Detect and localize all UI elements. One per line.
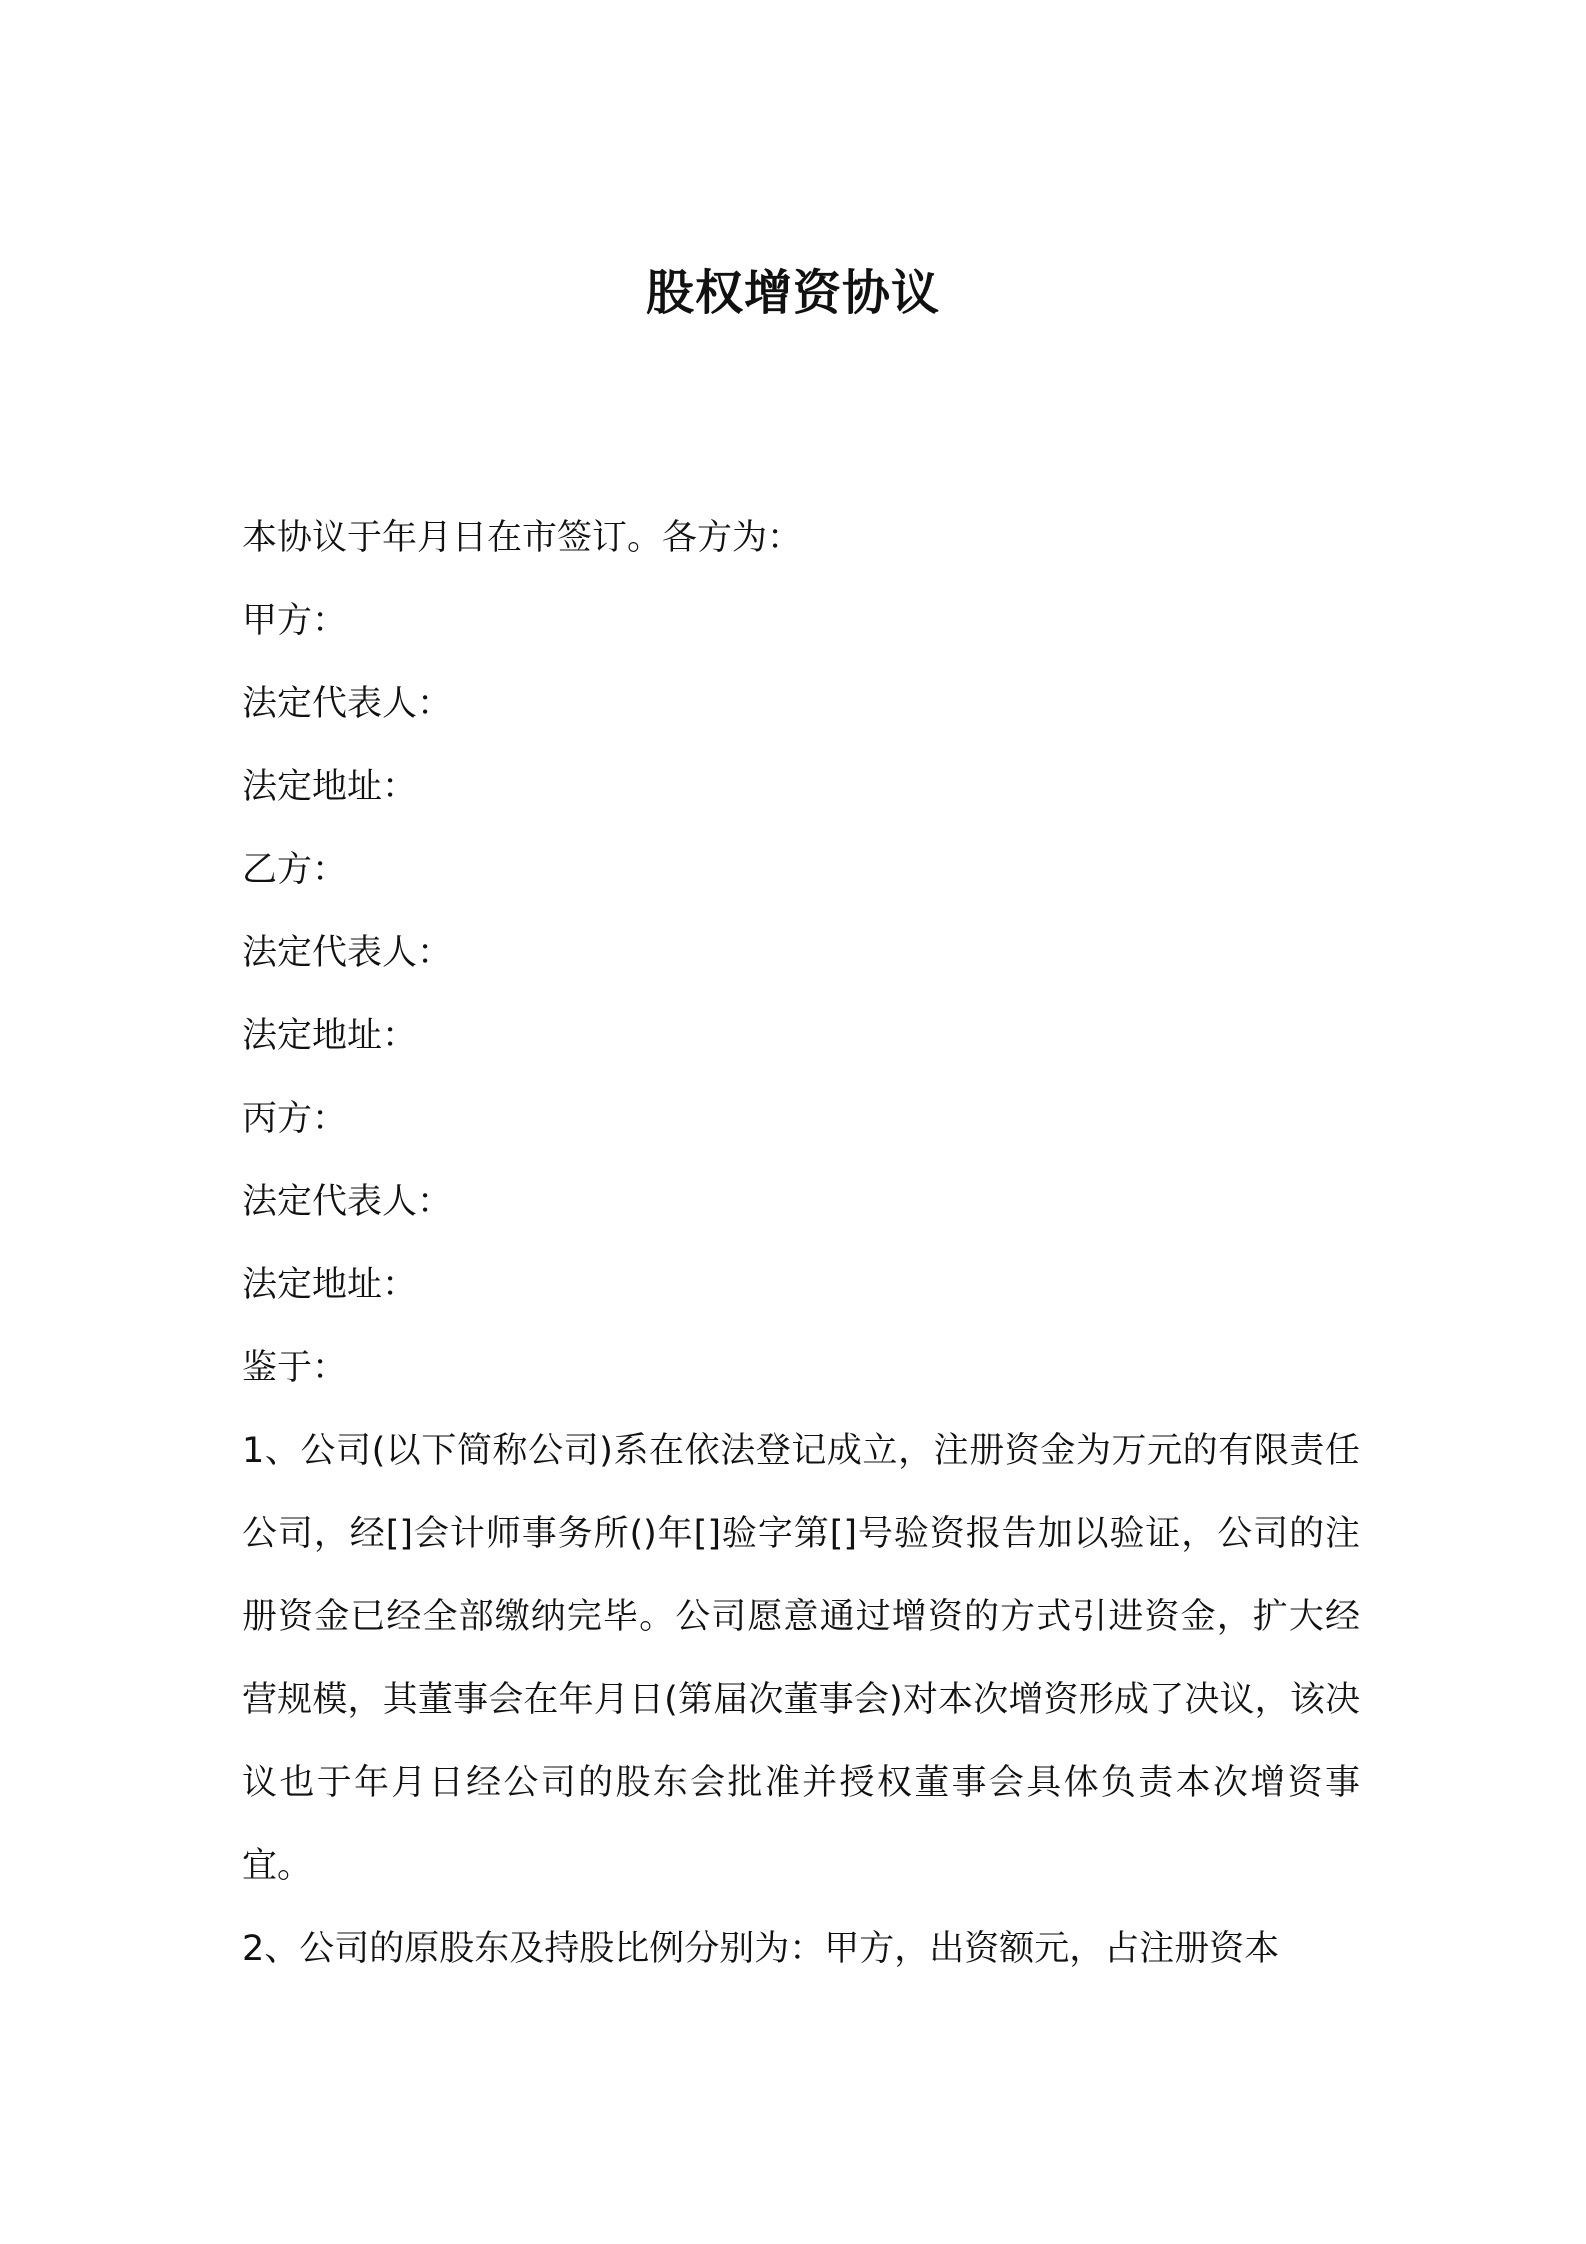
- party-a-representative: 法定代表人：: [242, 684, 453, 724]
- document-title: 股权增资协议: [645, 265, 940, 321]
- party-c-representative: 法定代表人：: [242, 1182, 453, 1222]
- party-b-label: 乙方：: [242, 850, 348, 890]
- intro-line: 本协议于年月日在市签订。各方为：: [242, 518, 803, 558]
- party-c-address: 法定地址：: [242, 1265, 418, 1305]
- party-b-address: 法定地址：: [242, 1016, 418, 1056]
- party-a-label: 甲方：: [242, 601, 348, 641]
- document-body: [242, 497, 1360, 1991]
- party-c-label: 丙方：: [242, 1099, 348, 1139]
- whereas-heading: 鉴于：: [242, 1348, 348, 1388]
- clause-2: 2、公司的原股东及持股比例分别为：甲方，出资额元，占注册资本: [242, 1929, 1280, 1969]
- clause-1: 1、公司(以下简称公司)系在依法登记成立，注册资金为万元的有限责任公司，经[]会计师事务所()年[]验字第[]号验资报告加以验证，公司的注册资金已经全部缴纳完毕。公司愿意通过增资的方式引进资金，扩大经营规模，其董事会在年月日(第届次董事会)对本次增资形成了决议，该决议也于年月日经公司的股东会批准并授权董事会具体负责本次增资事宜。: [242, 1431, 1360, 1886]
- party-b-representative: 法定代表人：: [242, 933, 453, 973]
- party-a-address: 法定地址：: [242, 767, 418, 807]
